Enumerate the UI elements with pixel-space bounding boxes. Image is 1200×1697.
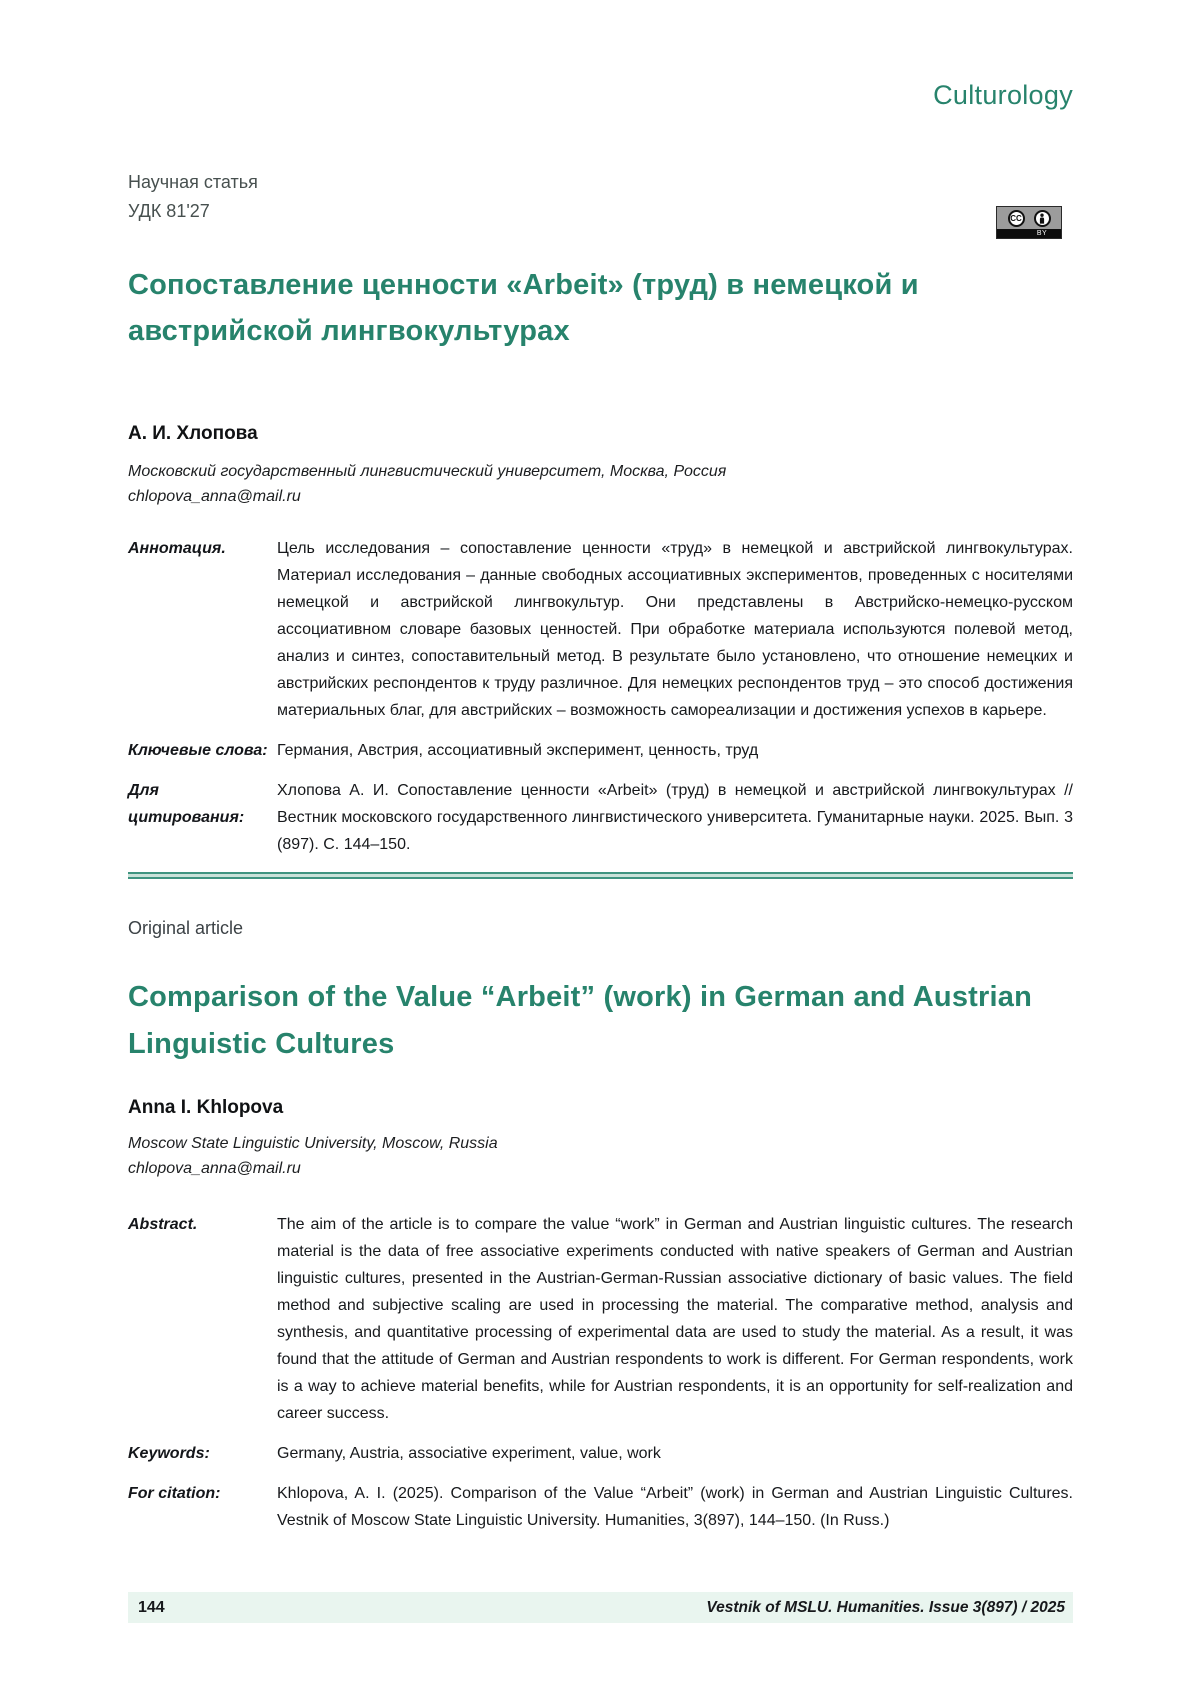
keywords-label-en: Keywords:	[128, 1445, 210, 1462]
citation-label-en: For citation:	[128, 1485, 221, 1502]
abstract-row-en	[128, 1211, 1073, 1427]
udc-code: УДК 81'27	[128, 201, 210, 221]
citation-row-en	[128, 1480, 1073, 1534]
abstract-label-en: Abstract.	[128, 1216, 198, 1233]
affiliation-block-en	[128, 1131, 1073, 1181]
abstract-label-ru: Аннотация.	[128, 540, 226, 557]
article-type-ru: Научная статья	[128, 172, 258, 192]
citation-text-ru: Хлопова А. И. Сопоставление ценности «Arbeit» (труд) в немецкой и австрийской лингвокультурах // Вестник московского государственного лингвистического университета. Гуманитарные науки. 2025. Вып. 3 (897). С. 144–150.	[277, 782, 1073, 853]
citation-label-ru: Для цитирования:	[128, 782, 245, 826]
affiliation-block-ru	[128, 459, 1073, 509]
person-icon	[1034, 210, 1051, 227]
author-name-en: Anna I. Khlopova	[128, 1097, 284, 1118]
abstract-row-ru	[128, 535, 1073, 724]
keywords-row-en	[128, 1440, 1073, 1467]
cc-by-license-badge	[996, 206, 1062, 239]
affiliation-ru: Московский государственный лингвистический университет, Москва, Россия	[128, 463, 727, 480]
section-divider-rule	[128, 872, 1073, 879]
article-type-block	[128, 168, 1073, 226]
journal-footer-title: Vestnik of MSLU. Humanities. Issue 3(897) / 2025	[706, 1598, 1065, 1616]
author-name-ru: А. И. Хлопова	[128, 423, 258, 444]
page-number: 144	[138, 1598, 165, 1616]
license-by-strip: BY	[997, 229, 1061, 238]
article-title-en: Comparison of the Value “Arbeit” (work) in German and Austrian Linguistic Cultures	[128, 981, 1033, 1060]
keywords-text-en: Germany, Austria, associative experiment, value, work	[277, 1445, 661, 1462]
keywords-label-ru: Ключевые слова:	[128, 742, 268, 759]
abstract-text-ru: Цель исследования – сопоставление ценности «труд» в немецкой и австрийской лингвокультурах. Материал исследования – данные свободных ассоциативных экспериментов, проведенных с носителями немецкой и австрийской лингвокультур. Они представлены в Австрийско-немецко-русском ассоциативном словаре базовых ценностей. При обработке материала используются полевой метод, анализ и синтез, сопоставительный метод. В результате было установлено, что отношение немецких и австрийских респондентов к труду различное. Для немецких респондентов труд – это способ достижения материальных благ, для австрийских – возможность самореализации и достижения успехов в карьере.	[277, 540, 1073, 719]
citation-row-ru	[128, 777, 1073, 858]
keywords-text-ru: Германия, Австрия, ассоциативный эксперимент, ценность, труд	[277, 742, 759, 759]
author-email-ru: chlopova_anna@mail.ru	[128, 488, 301, 505]
author-email-en: chlopova_anna@mail.ru	[128, 1160, 301, 1177]
meta-section-ru	[128, 535, 1073, 858]
article-type-en: Original article	[128, 918, 244, 938]
affiliation-en: Moscow State Linguistic University, Moscow, Russia	[128, 1135, 498, 1152]
license-icons	[997, 207, 1061, 229]
citation-text-en: Khlopova, A. I. (2025). Comparison of the Value “Arbeit” (work) in German and Austrian Linguistic Cultures. Vestnik of Moscow State Linguistic University. Humanities, 3(897), 144–150. (In Russ.)	[277, 1485, 1073, 1529]
journal-section-label: Culturology	[933, 80, 1073, 110]
abstract-text-en: The aim of the article is to compare the value “work” in German and Austrian linguistic cultures. The research material is the data of free associative experiments conducted with native speakers of German and Austrian linguistic cultures, presented in the Austrian-German-Russian associative dictionary of basic values. The field method and subjective scaling are used in processing the material. The comparative method, analysis and synthesis, and quantitative processing of experimental data are used to study the material. As a result, it was found that the attitude of German and Austrian respondents to work is different. For German respondents, work is a way to achieve material benefits, while for Austrian respondents, it is an opportunity for self-realization and career success.	[277, 1216, 1073, 1422]
page-footer	[128, 1592, 1073, 1623]
meta-section-en	[128, 1211, 1073, 1534]
keywords-row-ru	[128, 737, 1073, 764]
cc-icon: CC	[1008, 210, 1025, 227]
article-title-ru: Сопоставление ценности «Arbeit» (труд) в немецкой и австрийской лингвокультурах	[128, 269, 919, 347]
